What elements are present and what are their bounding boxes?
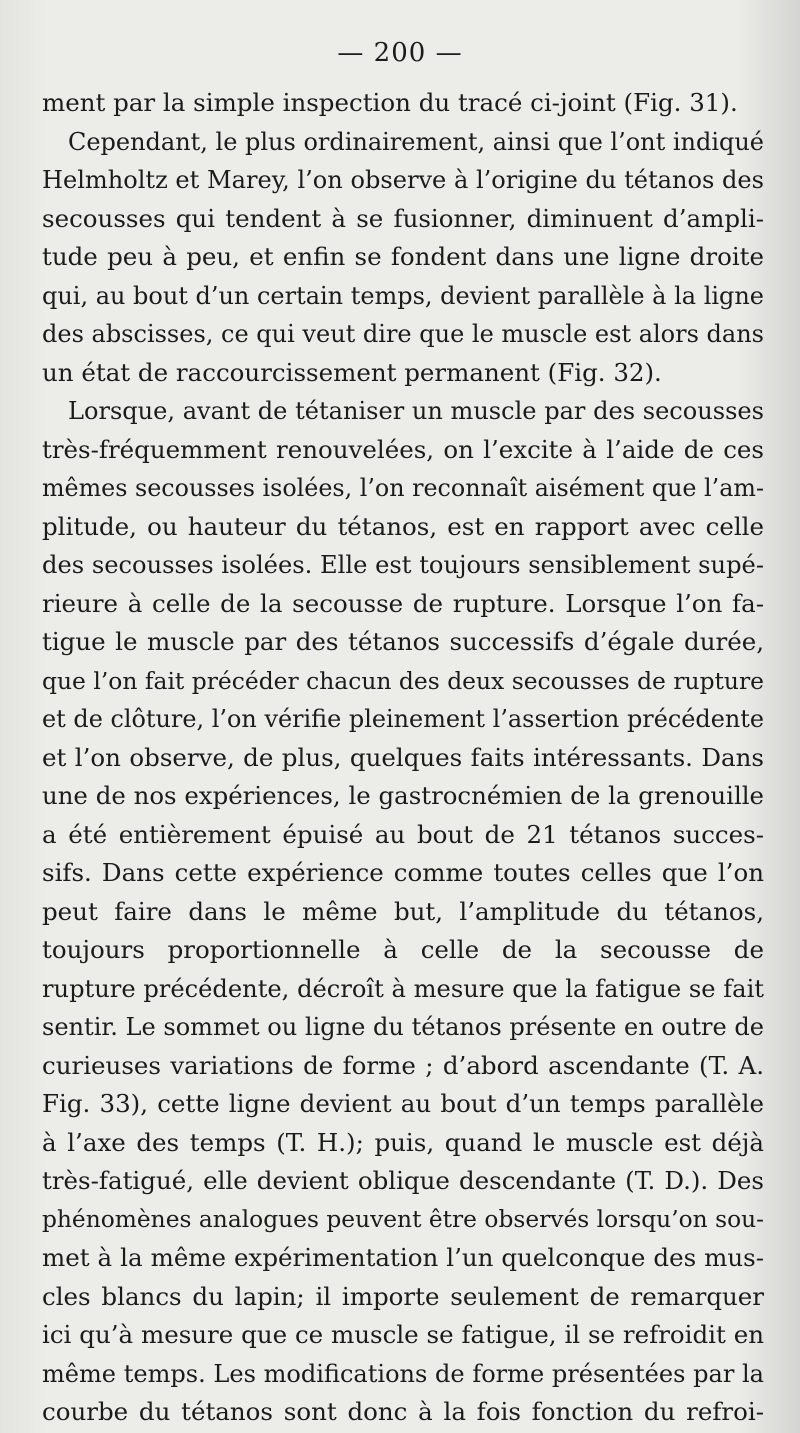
text-line: phénomènes analogues peuvent être observés lorsqu’on sou- <box>42 1205 764 1233</box>
text-line: sentir. Le sommet ou ligne du tétanos présente en outre de <box>42 1013 764 1041</box>
text-line: mêmes secousses isolées, l’on reconnaît aisément que l’am- <box>42 474 764 502</box>
text-line: cles blancs du lapin; il importe seulement de remarquer <box>42 1281 764 1311</box>
text-line: a été entièrement épuisé au bout de 21 tétanos succes- <box>42 819 764 849</box>
text-line: très-fatigué, elle devient oblique descendante (T. D.). Des <box>42 1166 764 1195</box>
text-line: des secousses isolées. Elle est toujours sensiblement supé- <box>42 551 764 579</box>
body-text <box>42 84 764 1432</box>
text-line: ici qu’à mesure que ce muscle se fatigue, il se refroidit en <box>42 1320 764 1349</box>
text-line: des abscisses, ce qui veut dire que le muscle est alors dans <box>42 320 764 348</box>
text-line: une de nos expériences, le gastrocnémien de la grenouille <box>42 781 764 810</box>
text-line: que l’on fait précéder chacun des deux secousses de rupture <box>42 666 764 695</box>
text-line: toujours proportionnelle à celle de la secousse de <box>42 935 764 964</box>
text-line: secousses qui tendent à se fusionner, diminuent d’ampli- <box>42 203 764 233</box>
text-line: tigue le muscle par des tétanos successifs d’égale durée, <box>42 627 764 656</box>
text-line: même temps. Les modifications de forme présentées par la <box>42 1359 764 1388</box>
text-line: qui, au bout d’un certain temps, devient parallèle à la ligne <box>42 281 764 310</box>
text-line: plitude, ou hauteur du tétanos, est en rapport avec celle <box>42 511 764 541</box>
text-line: rieure à celle de la secousse de rupture. Lorsque l’on fa- <box>42 588 764 618</box>
text-line: un état de raccourcissement permanent (Fig. 32). <box>42 357 662 387</box>
text-line: Cependant, le plus ordinairement, ainsi que l’ont indiqué <box>68 127 764 156</box>
text-line: met à la même expérimentation l’un quelconque des mus- <box>42 1243 764 1272</box>
text-line: et l’on observe, de plus, quelques faits intéressants. Dans <box>42 742 764 772</box>
text-line: et de clôture, l’on vérifie pleinement l’assertion précédente <box>42 705 764 733</box>
text-line: Lorsque, avant de tétaniser un muscle par des secousses <box>68 397 764 425</box>
text-line: sifs. Dans cette expérience comme toutes celles que l’on <box>42 858 764 887</box>
text-line: curieuses variations de forme ; d’abord ascendante (T. A. <box>42 1050 764 1080</box>
page-number: — 200 — <box>337 38 463 68</box>
text-line: peut faire dans le même but, l’amplitude du tétanos, <box>42 896 764 926</box>
text-line: tude peu à peu, et enfin se fondent dans une ligne droite <box>42 242 764 271</box>
text-line: Helmholtz et Marey, l’on observe à l’origine du tétanos des <box>42 166 764 194</box>
text-line: Fig. 33), cette ligne devient au bout d’un temps parallèle <box>42 1089 764 1118</box>
text-line: ment par la simple inspection du tracé ci-joint (Fig. 31). <box>42 88 738 117</box>
text-line: à l’axe des temps (T. H.); puis, quand le muscle est déjà <box>42 1127 764 1157</box>
text-line: rupture précédente, décroît à mesure que la fatigue se fait <box>42 974 764 1003</box>
text-line: très-fréquemment renouvelées, on l’excite à l’aide de ces <box>42 434 764 464</box>
text-line: courbe du tétanos sont donc à la fois fonction du refroi- <box>42 1397 764 1426</box>
